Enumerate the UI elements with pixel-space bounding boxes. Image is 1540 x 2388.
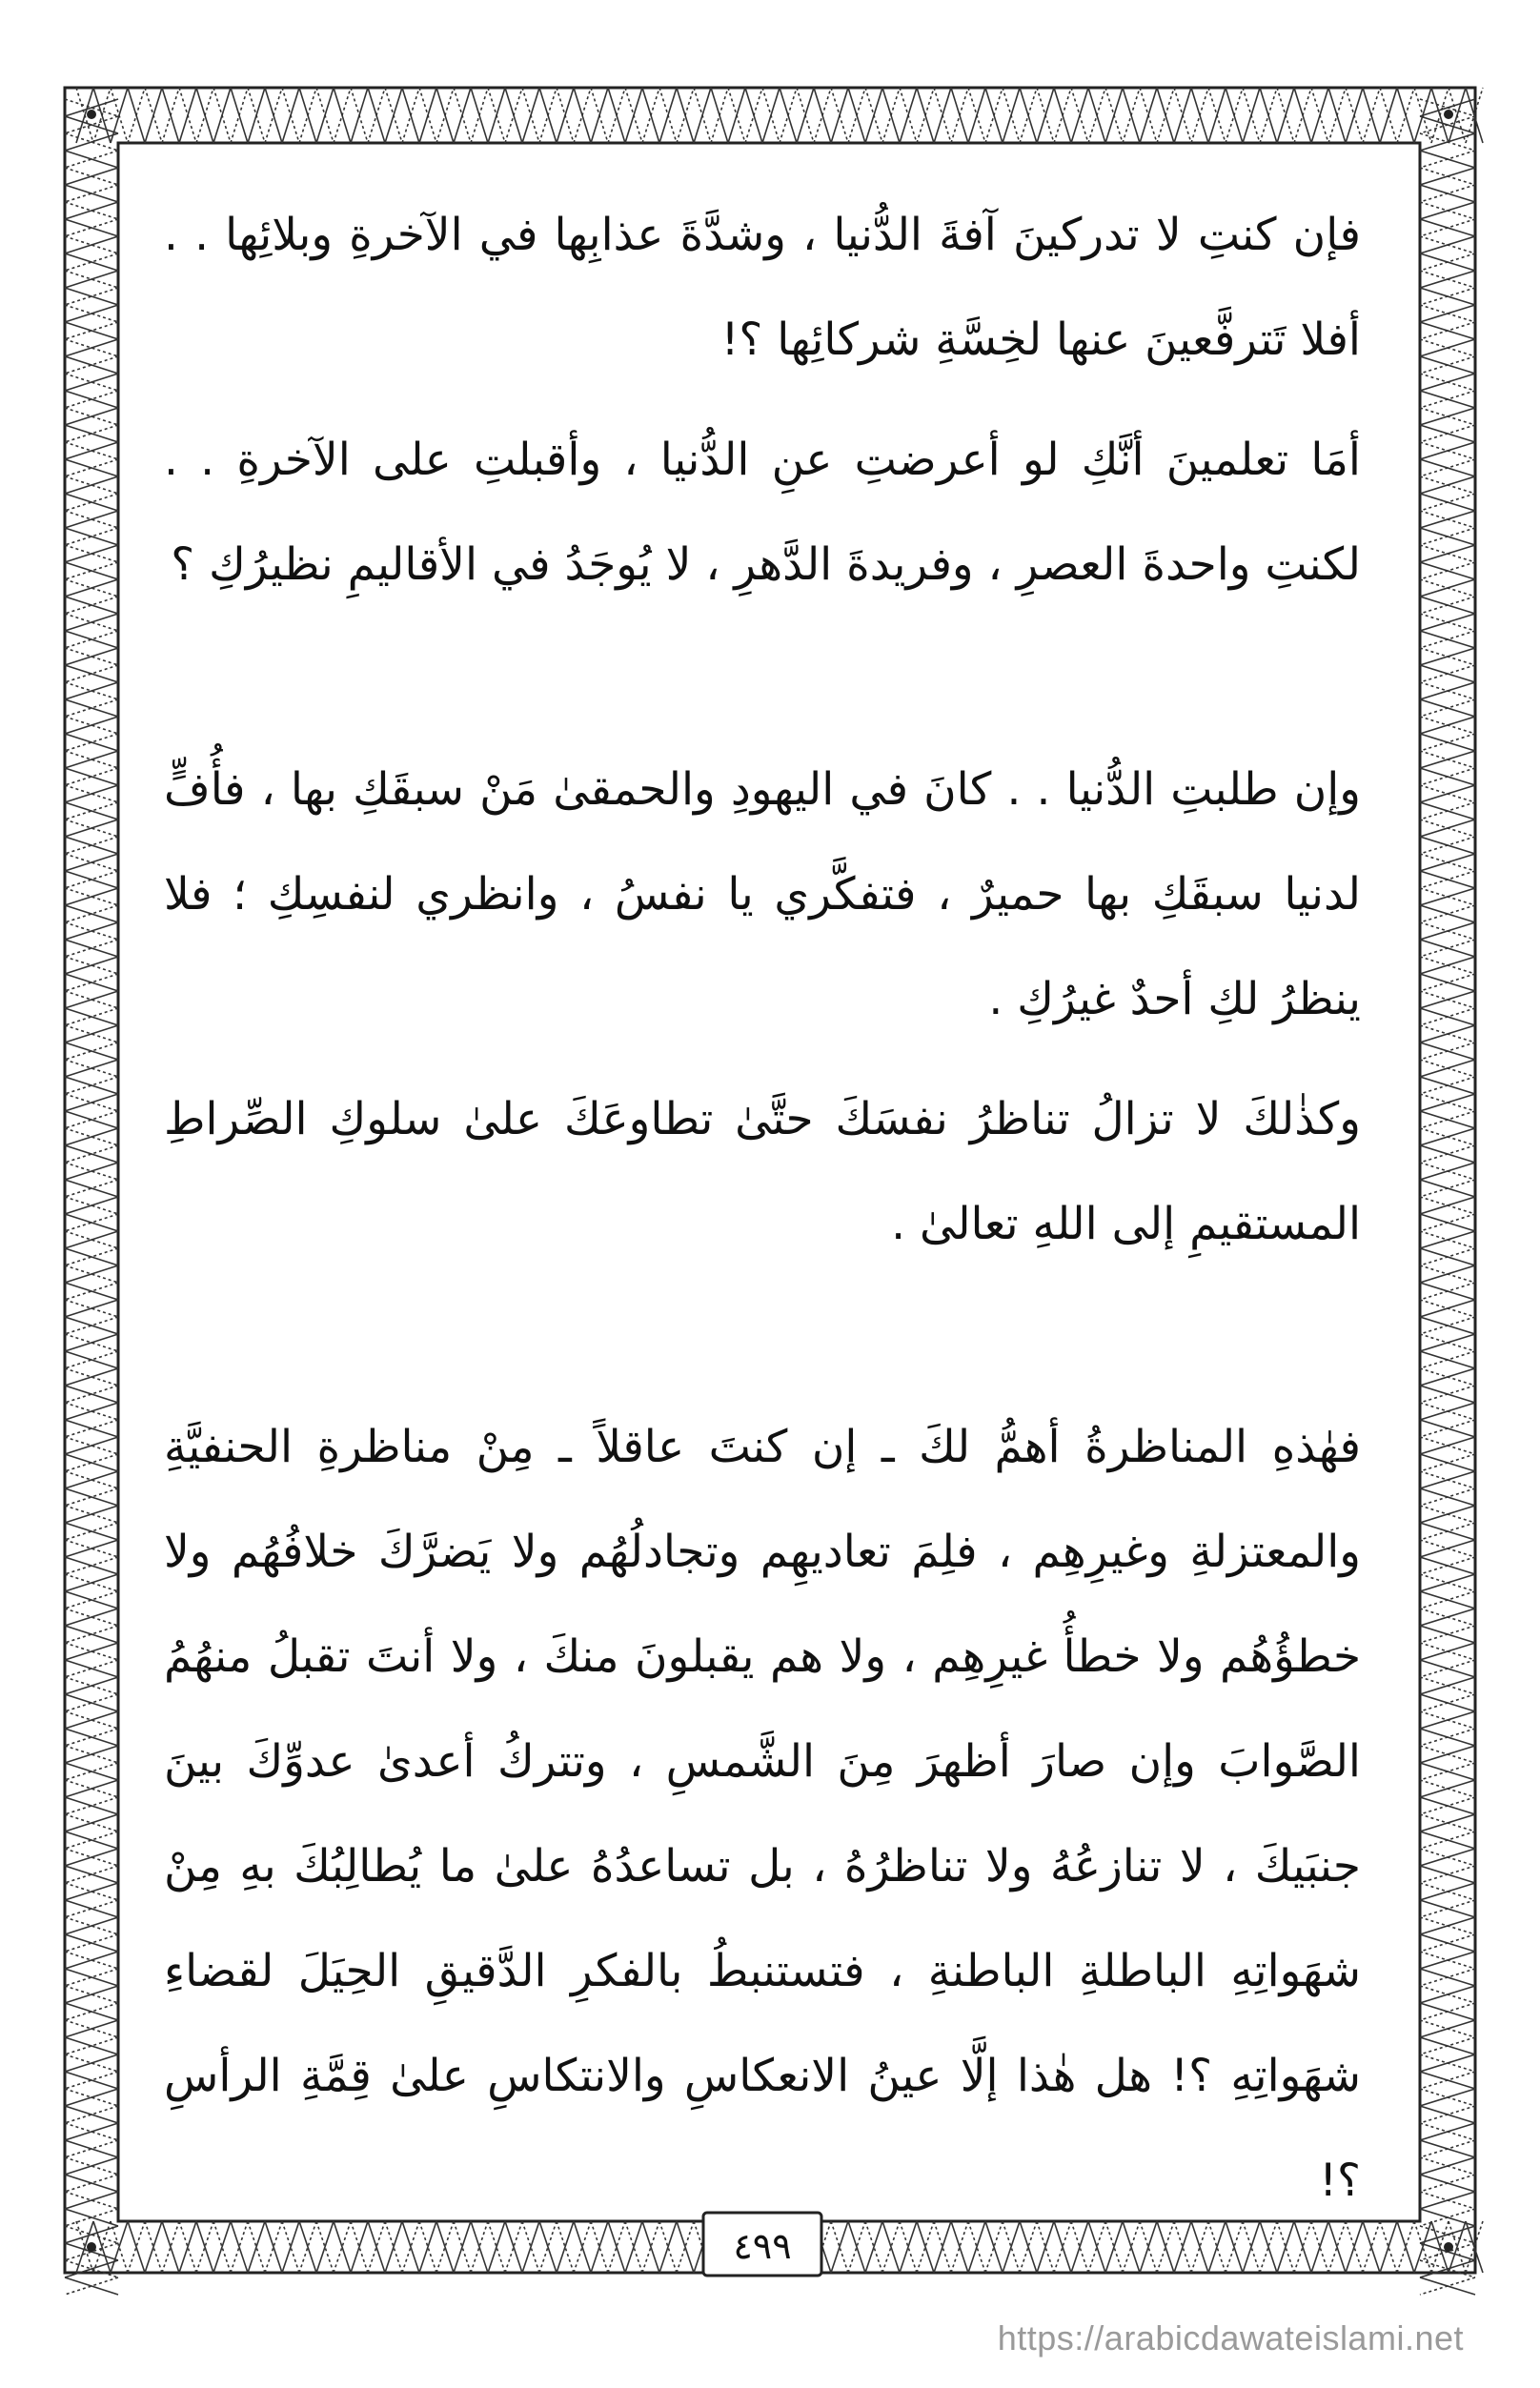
page-number: ٤٩٩ — [733, 2225, 792, 2267]
paragraph-1: فإن كنتِ لا تدركينَ آفةَ الدُّنيا ، وشدَّةَ عذابِها في الآخرةِ وبلائِها . . أفلا تَترفَّعينَ عنها لخِسَّةِ شركائِها ؟! — [164, 209, 1361, 366]
paragraph-3: وإن طلبتِ الدُّنيا . . كانَ في اليهودِ والحمقىٰ مَنْ سبقَكِ بها ، فأُفٍّ لدنيا سبقَكِ بها حميرٌ ، فتفكَّري يا نفسُ ، وانظري لنفسِكِ ؛ فلا ينظرُ لكِ أحدٌ غيرُكِ . — [164, 763, 1361, 1025]
paragraph-5: فهٰذهِ المناظرةُ أهمُّ لكَ ـ إن كنتَ عاقلاً ـ مِنْ مناظرةِ الحنفيَّةِ والمعتزلةِ وغيرِهِم ، فلِمَ تعاديهِم وتجادلُهُم ولا يَضرَّكَ خلافُهُم ولا خطؤُهُم ولا خطأُ غيرِهِم ، ولا هم يقبلونَ منكَ ، ولا أنتَ تقبلُ منهُمُ الصَّوابَ وإن صارَ أظهرَ مِنَ الشَّمسِ ، وتتركُ أعدىٰ عدوِّكَ بينَ جنبَيكَ ، لا تنازعُهُ ولا تناظرُهُ ، بل تساعدُهُ علىٰ ما يُطالِبُكَ بهِ مِنْ شهَواتِهِ الباطلةِ الباطنةِ ، فتستنبطُ بالفكرِ الدَّقيقِ الحِيَلَ لقضاءِ شهَواتِهِ ؟! هل هٰذا إلَّا عينُ الانعكاسِ والانتكاسِ علىٰ قِمَّةِ الرأسِ ؟! — [164, 1421, 1361, 2207]
body-text — [164, 183, 1361, 2207]
paragraph-2: أمَا تعلمينَ أنَّكِ لو أعرضتِ عنِ الدُّنيا ، وأقبلتِ على الآخرةِ . . لكنتِ واحدةَ العصرِ ، وفريدةَ الدَّهرِ ، لا يُوجَدُ في الأقاليمِ نظيرُكِ ؟ — [164, 434, 1361, 591]
source-url-watermark: https://arabicdawateislami.net — [997, 2318, 1464, 2358]
paragraph-4: وكذٰلكَ لا تزالُ تناظرُ نفسَكَ حتَّىٰ تطاوعَكَ علىٰ سلوكِ الصِّراطِ المستقيمِ إلى اللهِ تعالىٰ . — [164, 1093, 1361, 1250]
